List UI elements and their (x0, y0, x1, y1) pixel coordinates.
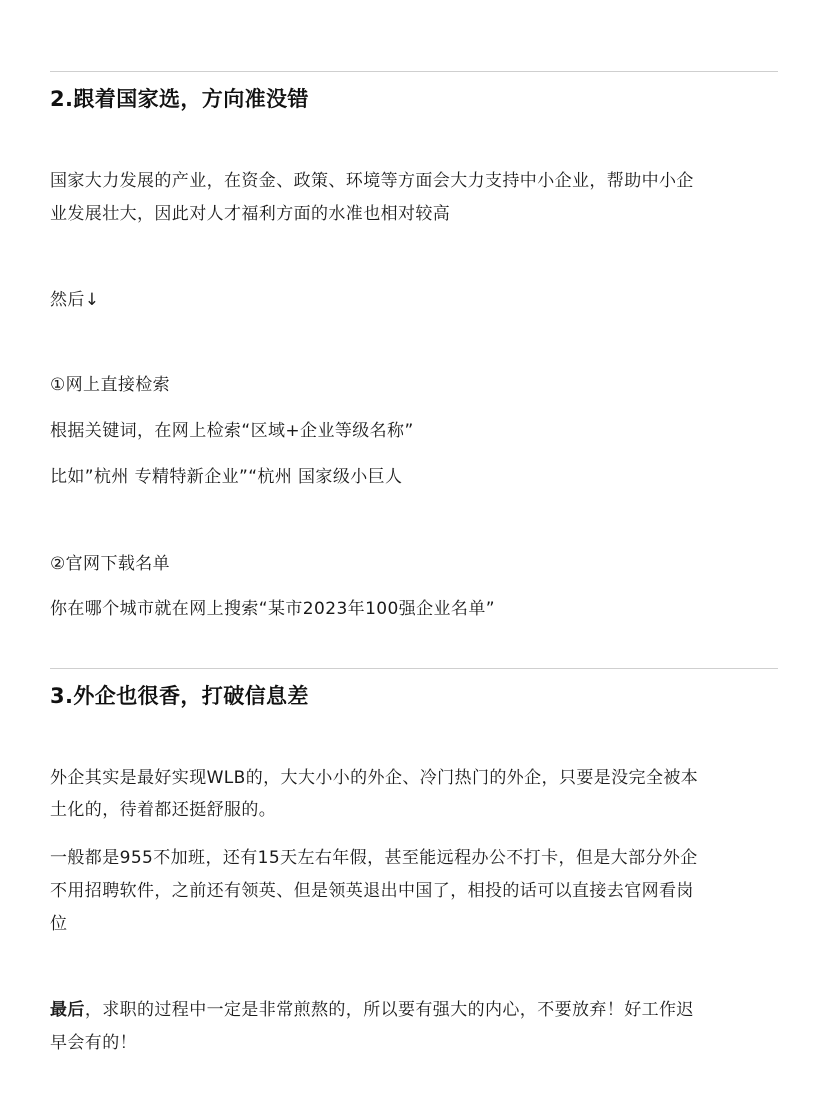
section-3-paragraph-2-line-2: 不用招聘软件，之前还有领英、但是领英退出中国了，相投的话可以直接去官网看岗 (50, 881, 694, 901)
method-2-line-1: 你在哪个城市就在网上搜索“某市2023年100强企业名单” (50, 599, 495, 619)
section-3-heading: 3.外企也很香，打破信息差 (50, 684, 309, 708)
section-2-paragraph-line-1: 国家大力发展的产业，在资金、政策、环境等方面会大力支持中小企业，帮助中小企 (50, 171, 694, 191)
section-2-heading: 2.跟着国家选，方向准没错 (50, 87, 309, 111)
then-text: 然后↓ (50, 290, 100, 310)
section-3-paragraph-1-line-2: 土化的，待着都还挺舒服的。 (50, 800, 277, 820)
conclusion-line-1-text: ，求职的过程中一定是非常煎熬的，所以要有强大的内心，不要放弃！好工作迟 (84, 1000, 694, 1020)
section-divider (50, 668, 778, 669)
section-3-paragraph-1-line-1: 外企其实是最好实现WLB的，大大小小的外企、冷门热门的外企，只要是没完全被本 (50, 768, 699, 788)
section-2-paragraph-line-2: 业发展壮大，因此对人才福利方面的水准也相对较高 (50, 204, 451, 224)
method-1-line-2: 比如”杭州 专精特新企业”“杭州 国家级小巨人 (50, 467, 403, 487)
method-1-line-1: 根据关键词，在网上检索“区域+企业等级名称” (50, 421, 414, 441)
conclusion-line-1 (50, 998, 778, 1022)
section-3-paragraph-2-line-1: 一般都是955不加班，还有15天左右年假，甚至能远程办公不打卡，但是大部分外企 (50, 848, 698, 868)
section-3-paragraph-2-line-3: 位 (50, 914, 68, 934)
section-divider (50, 71, 778, 72)
method-2-title: ②官网下载名单 (50, 554, 171, 574)
method-1-title: ①网上直接检索 (50, 375, 171, 395)
conclusion-bold-lead: 最后 (50, 1000, 85, 1020)
conclusion-line-2: 早会有的！ (50, 1033, 137, 1053)
